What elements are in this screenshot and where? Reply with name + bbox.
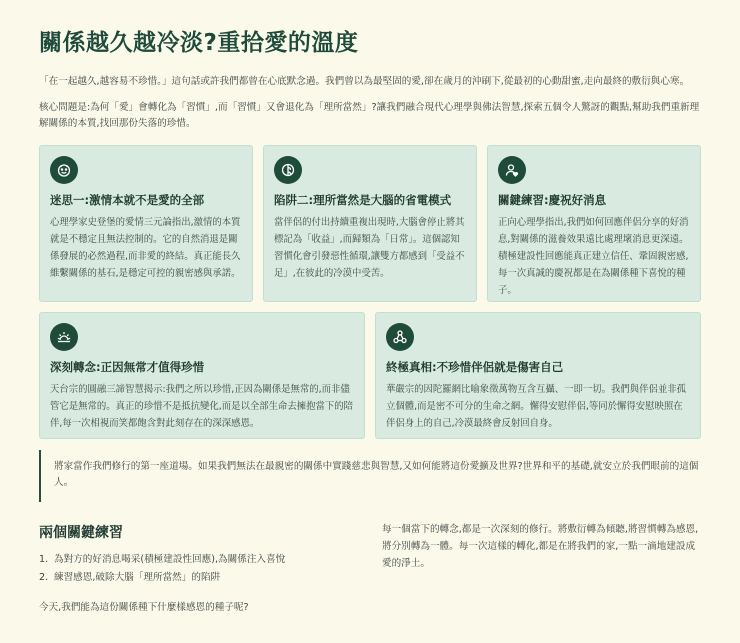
card-title: 迷思一:激情本就不是愛的全部 xyxy=(50,193,205,207)
list-number: 2. xyxy=(39,572,49,583)
card-title: 關鍵練習:慶祝好消息 xyxy=(498,193,607,207)
card-myth-one xyxy=(39,145,253,302)
intro-paragraph-1: 「在一起越久,越容易不珍惜。」這句話或許我們都曾在心底默念過。我們曾以為最堅固的愛,卻在歲月的沖刷下,從最初的心動甜蜜,走向最終的敷衍與心寒。 xyxy=(39,76,690,87)
smile-face-icon xyxy=(50,156,78,184)
list-text: 為對方的好消息喝采(積極建設性回應),為關係注入喜悅 xyxy=(54,554,286,565)
card-title: 深刻轉念:正因無常才值得珍惜 xyxy=(50,360,205,374)
card-body: 心理學家史登堡的愛情三元論指出,激情的本質就是不穩定且無法控制的。它的自然消退是關係發展的必然過程,而非愛的終結。真正能長久維繫關係的基石,是穩定可控的親密感與承諾。 xyxy=(50,217,241,279)
list-text: 練習感恩,破除大腦「理所當然」的陷阱 xyxy=(54,572,221,583)
section-title: 兩個關鍵練習 xyxy=(39,525,123,541)
card-trap-two xyxy=(263,145,477,302)
network-icon xyxy=(386,323,414,351)
list-number: 1. xyxy=(39,554,49,565)
reflection-paragraph: 每一個當下的轉念,都是一次深刻的修行。將敷衍轉為傾聽,將習慣轉為感恩,將分別轉為一體。每一次這樣的轉化,都是在將我們的家,一點一滴地建設成愛的淨土。 xyxy=(382,524,699,569)
sunrise-icon xyxy=(50,323,78,351)
card-deep-shift xyxy=(39,312,365,439)
brain-icon xyxy=(274,156,302,184)
card-title: 終極真相:不珍惜伴侶就是傷害自己 xyxy=(386,360,564,374)
user-heart-icon xyxy=(498,156,526,184)
page-title: 關係越久越冷淡?重拾愛的溫度 xyxy=(39,30,359,56)
card-ultimate-truth xyxy=(375,312,701,439)
list-item xyxy=(39,551,285,569)
blockquote: 將家當作我們修行的第一座道場。如果我們無法在最親密的關係中實踐慈悲與智慧,又如何能將這份愛擴及世界?世界和平的基礎,就安立於我們眼前的這個人。 xyxy=(39,450,701,502)
practice-list xyxy=(39,551,285,587)
intro-paragraph-2: 核心問題是:為何「愛」會轉化為「習慣」,而「習慣」又會退化為「理所當然」?讓我們融合現代心理學與佛法智慧,探索五個令人驚訝的觀點,幫助我們重新理解關係的本質,找回那份失落的珍惜。 xyxy=(39,102,700,129)
list-item xyxy=(39,569,285,587)
closing-question: 今天,我們能為這份關係種下什麼樣感恩的種子呢? xyxy=(39,602,249,613)
card-body: 正向心理學指出,我們如何回應伴侶分享的好消息,對關係的滋養效果遠比處理壞消息更深遠。積極建設性回應能真正建立信任、鞏固親密感,每一次真誠的慶祝都是在為關係種下喜悅的種子。 xyxy=(498,217,689,296)
card-body: 天台宗的圓融三諦智慧揭示:我們之所以珍惜,正因為關係是無常的,而非儘管它是無常的。真正的珍惜不是抵抗變化,而是以全部生命去擁抱當下的陪伴,每一次相視而笑都飽含對此刻存在的深深感恩。 xyxy=(50,384,353,429)
card-title: 陷阱二:理所當然是大腦的省電模式 xyxy=(274,193,452,207)
card-body: 當伴侶的付出持續重複出現時,大腦會停止將其標記為「收益」,而歸類為「日常」。這個認知習慣化會引發惡性循環,讓雙方都感到「受益不足」,在彼此的冷漠中受苦。 xyxy=(274,217,465,279)
card-key-practice xyxy=(487,145,701,302)
card-body: 華嚴宗的因陀羅網比喻象徵萬物互含互攝、一即一切。我們與伴侶並非孤立個體,而是密不可分的生命之網。懈得安慰伴侶,等同於懈得安慰映照在伴侶身上的自己,冷漠最終會反射回自身。 xyxy=(386,384,687,429)
